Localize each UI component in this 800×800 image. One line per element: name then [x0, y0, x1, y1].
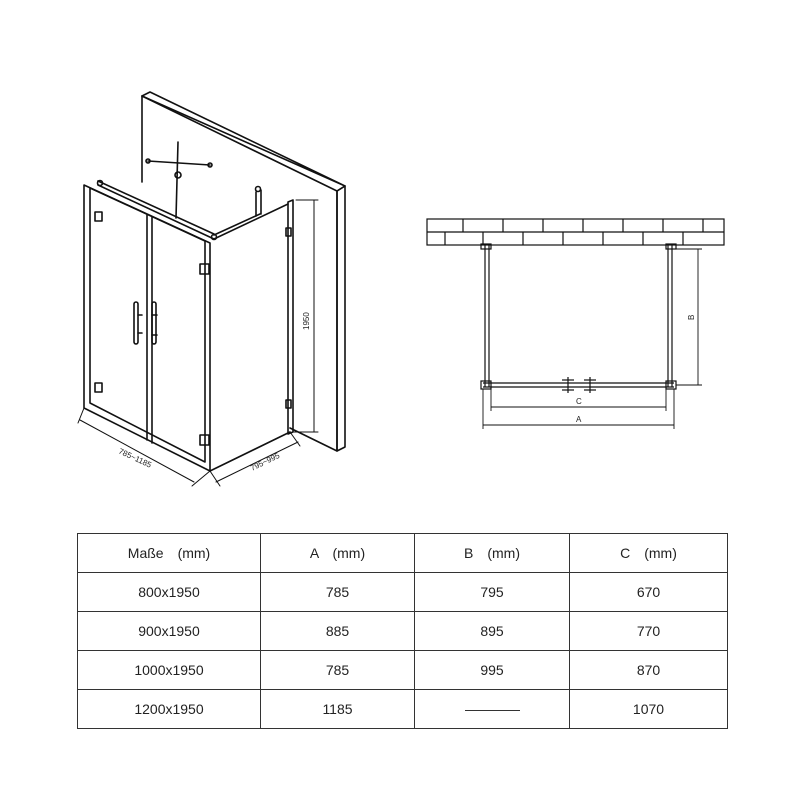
side-width-dimension-label: 795~995	[248, 450, 282, 473]
side-panel	[210, 187, 293, 472]
top-rail	[98, 142, 217, 240]
cell-b: 795	[415, 573, 570, 612]
cell-a: 785	[261, 573, 415, 612]
back-wall	[142, 92, 345, 451]
isometric-view	[78, 92, 345, 486]
table-row	[78, 690, 728, 729]
header-c: C (mm)	[570, 534, 728, 573]
cell-size: 900x1950	[78, 612, 261, 651]
dimension-a-label: A	[576, 415, 582, 424]
plan-view	[427, 219, 724, 429]
dimension-c-label: C	[576, 397, 582, 406]
cell-c: 770	[570, 612, 728, 651]
table-row	[78, 612, 728, 651]
height-dimension-label: 1950	[302, 312, 311, 330]
side-width-dimension	[210, 432, 300, 486]
cell-b: 895	[415, 612, 570, 651]
cell-size: 1000x1950	[78, 651, 261, 690]
front-width-dimension	[78, 408, 210, 486]
cell-a: 1185	[261, 690, 415, 729]
cell-c: 1070	[570, 690, 728, 729]
dimension-b-label: B	[687, 314, 696, 320]
enclosure-outline	[481, 244, 676, 389]
cell-b: 995	[415, 651, 570, 690]
table-row	[78, 651, 728, 690]
front-width-dimension-label: 785~1185	[117, 446, 153, 470]
cell-size: 800x1950	[78, 573, 261, 612]
header-a: A (mm)	[261, 534, 415, 573]
cell-b-empty	[415, 690, 570, 729]
table-row	[78, 573, 728, 612]
table-header-row	[78, 534, 728, 573]
header-size: Maße (mm)	[78, 534, 261, 573]
cell-c: 670	[570, 573, 728, 612]
cell-size: 1200x1950	[78, 690, 261, 729]
dimensions-table	[77, 533, 728, 729]
cell-c: 870	[570, 651, 728, 690]
dash-line	[465, 710, 520, 711]
cell-a: 785	[261, 651, 415, 690]
brick-wall	[427, 219, 724, 245]
cell-a: 885	[261, 612, 415, 651]
plan-door-handles	[562, 377, 596, 393]
header-b: B (mm)	[415, 534, 570, 573]
